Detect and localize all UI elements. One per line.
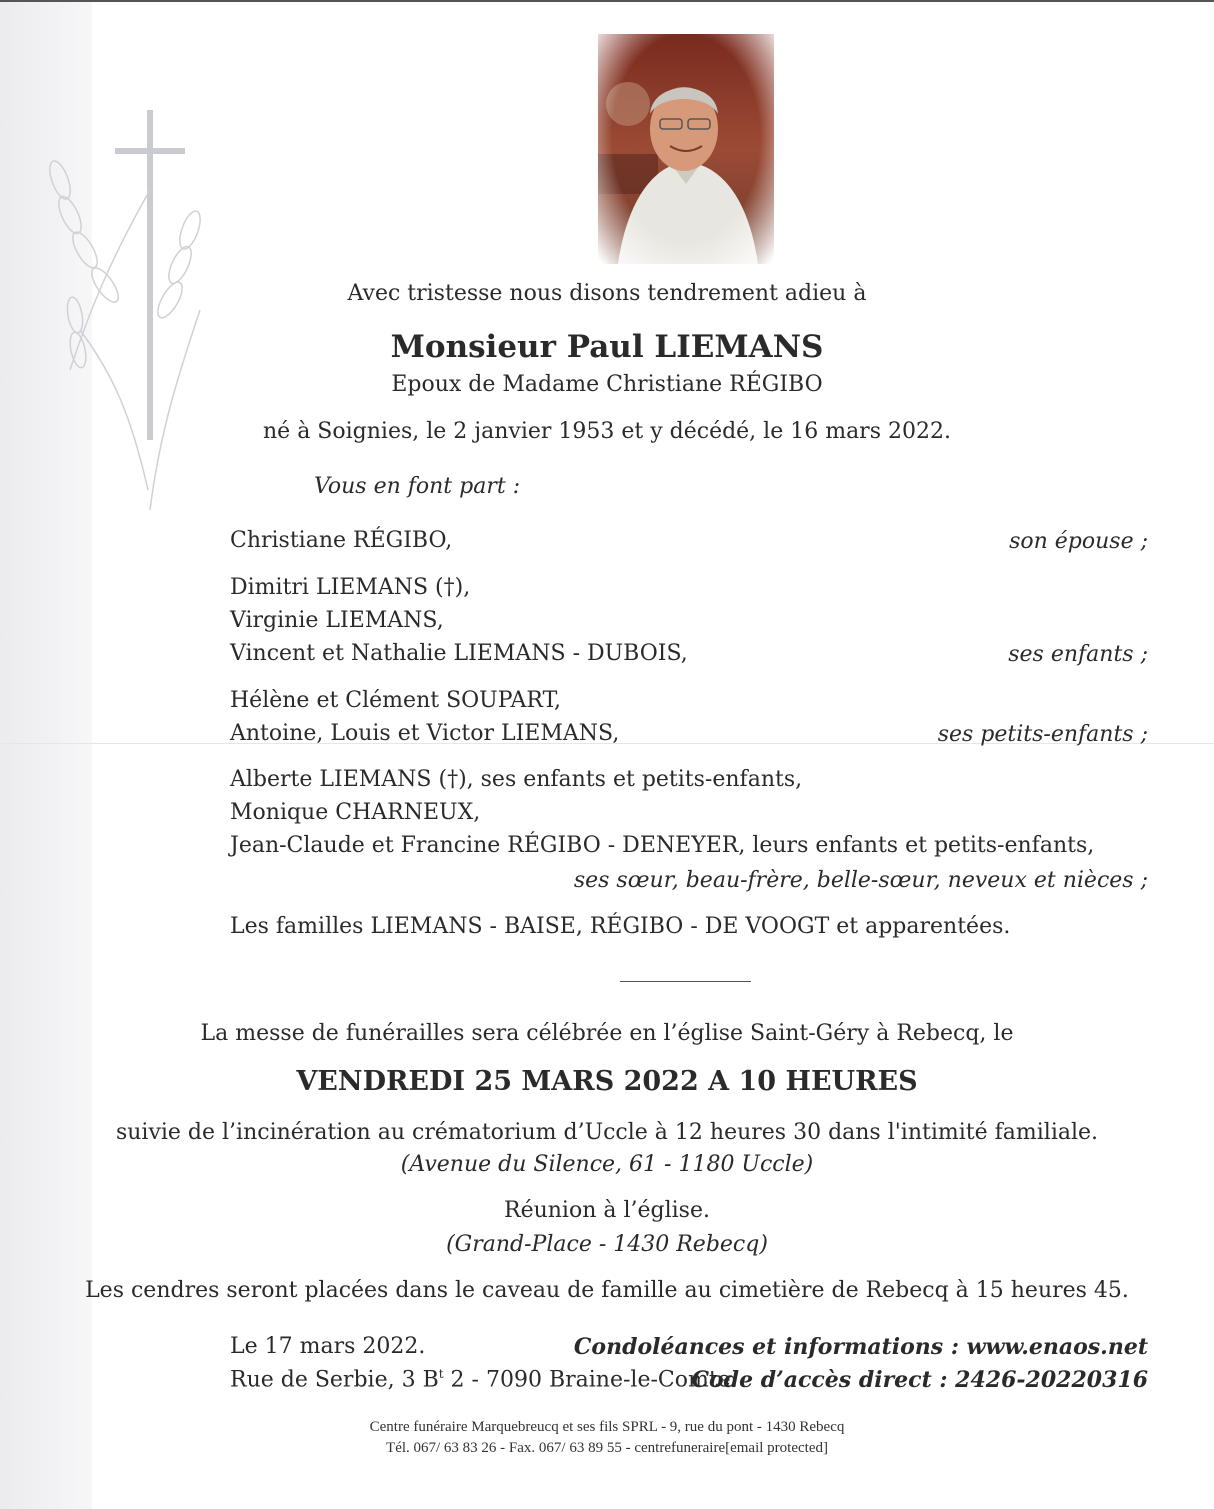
deceased-name: Monsieur Paul LIEMANS [390, 329, 824, 365]
reunion-address: (Grand-Place - 1430 Rebecq) [446, 1232, 768, 1257]
portrait-photo [598, 34, 774, 264]
family-relation: ses petits-enfants ; [937, 722, 1148, 747]
family-relation: son épouse ; [1009, 529, 1148, 554]
family-line: Vincent et Nathalie LIEMANS - DUBOIS, [230, 641, 688, 666]
family-line: Dimitri LIEMANS (†), [230, 575, 471, 600]
cross-and-wheat-illustration [30, 110, 230, 540]
cremation-text: suivie de l’incinération au crématorium d’Uccle à 12 heures 30 dans l'intimité familiale. [115, 1120, 1099, 1145]
ceremony-date: VENDREDI 25 MARS 2022 A 10 HEURES [296, 1066, 918, 1097]
family-line: Monique CHARNEUX, [230, 800, 481, 825]
family-line: Alberte LIEMANS (†), ses enfants et petits-enfants, [230, 767, 803, 792]
condolences-link[interactable]: Condoléances et informations : www.enaos.net [573, 1334, 1148, 1360]
spouse-line: Epoux de Madame Christiane RÉGIBO [391, 372, 823, 397]
closing-date: Le 17 mars 2022. [230, 1334, 426, 1359]
access-code: Code d’accès direct : 2426-20220316 [691, 1367, 1148, 1393]
family-line: Christiane RÉGIBO, [230, 528, 453, 553]
family-line: Virginie LIEMANS, [230, 608, 444, 633]
mass-text: La messe de funérailles sera célébrée en l’église Saint-Géry à Rebecq, le [200, 1021, 1014, 1046]
family-line: Jean-Claude et Francine RÉGIBO - DENEYER, leurs enfants et petits-enfants, [230, 833, 1095, 858]
ashes-text: Les cendres seront placées dans le caveau de famille au cimetière de Rebecq à 15 heures 45. [85, 1278, 1129, 1303]
family-line: Antoine, Louis et Victor LIEMANS, [230, 721, 620, 746]
intro-text: Avec tristesse nous disons tendrement adieu à [347, 281, 867, 306]
family-line: Hélène et Clément SOUPART, [230, 688, 561, 713]
top-border [0, 0, 1214, 2]
footer-line-1: Centre funéraire Marquebreucq et ses fils SPRL - 9, rue du pont - 1430 Rebecq [369, 1419, 845, 1435]
announce-text: Vous en font part : [314, 474, 521, 499]
section-divider [620, 981, 751, 982]
reunion-text: Réunion à l’église. [504, 1198, 710, 1223]
family-relation: ses enfants ; [1008, 642, 1148, 667]
family-relation: ses sœur, beau-frère, belle-sœur, neveux et nièces ; [573, 868, 1148, 893]
footer-line-2: Tél. 067/ 63 83 26 - Fax. 067/ 63 89 55 - centrefuneraire[email protected] [386, 1440, 828, 1456]
family-line: Les familles LIEMANS - BAISE, RÉGIBO - DE VOOGT et apparentées. [230, 914, 1011, 939]
birth-death-dates: né à Soignies, le 2 janvier 1953 et y décédé, le 16 mars 2022. [263, 419, 951, 444]
cremation-address: (Avenue du Silence, 61 - 1180 Uccle) [400, 1152, 814, 1177]
closing-address: Rue de Serbie, 3 $B^t$ 2 - 7090 Braine-le-Comte. [230, 1367, 738, 1393]
